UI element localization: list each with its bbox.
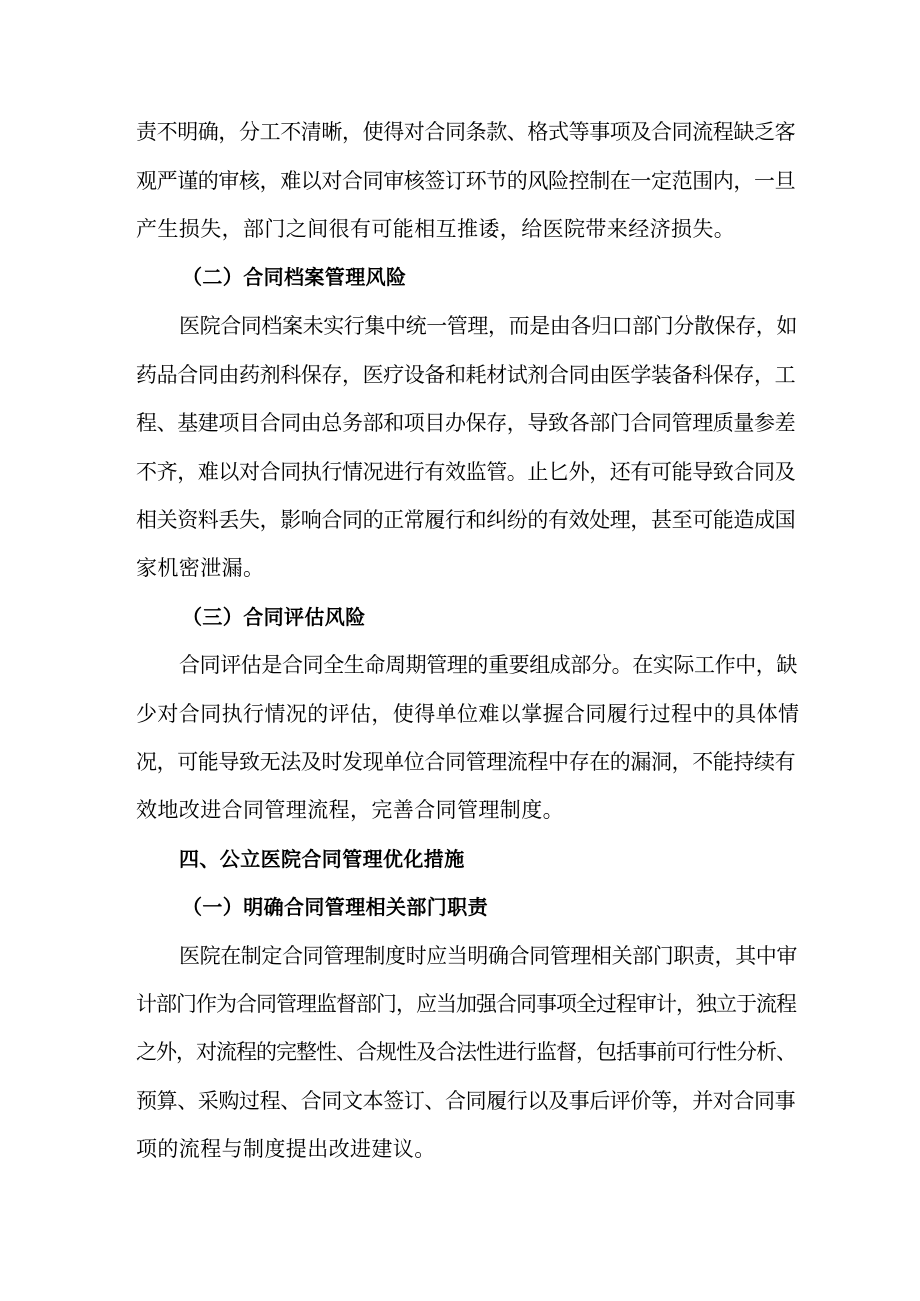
paragraph-line: 相关资料丢失，影响合同的正常履行和纠纷的有效处理，甚至可能造成国	[136, 508, 796, 532]
paragraph-line: 产生损失，部门之间很有可能相互推诿，给医院带来经济损失。	[136, 217, 736, 241]
paragraph-line: 效地改进合同管理流程，完善合同管理制度。	[136, 798, 564, 822]
paragraph-line: 观严谨的审核，难以对合同审核签订环节的风险控制在一定范围内，一旦	[136, 169, 796, 193]
section-heading: （二）合同档案管理风险	[182, 265, 407, 289]
section-heading: （三）合同评估风险	[182, 605, 366, 629]
paragraph-line: 家机密泄漏。	[136, 556, 265, 580]
paragraph-line: 之外，对流程的完整性、合规性及合法性进行监督，包括事前可行性分析、	[136, 1040, 796, 1064]
paragraph-line: 况，可能导致无法及时发现单位合同管理流程中存在的漏洞，不能持续有	[136, 750, 796, 774]
paragraph-line: 医院合同档案未实行集中统一管理，而是由各归口部门分散保存，如	[179, 314, 797, 338]
paragraph-line: 程、基建项目合同由总务部和项目办保存，导致各部门合同管理质量参差	[136, 411, 796, 435]
paragraph-line: 药品合同由药剂科保存，医疗设备和耗材试剂合同由医学装备科保存，工	[136, 363, 796, 387]
paragraph-line: 合同评估是合同全生命周期管理的重要组成部分。在实际工作中，缺	[179, 653, 797, 677]
paragraph-line: 少对合同执行情况的评估，使得单位难以掌握合同履行过程中的具体情	[136, 702, 800, 726]
paragraph-line: 预算、采购过程、合同文本签订、合同履行以及事后评价等，并对合同事	[136, 1089, 796, 1113]
paragraph-line: 责不明确，分工不清晰，使得对合同条款、格式等事项及合同流程缺乏客	[136, 120, 796, 144]
chapter-heading: 四、公立医院合同管理优化措施	[179, 847, 465, 871]
paragraph-line: 不齐，难以对合同执行情况进行有效监管。止匕外，还有可能导致合同及	[136, 460, 796, 484]
section-heading: （一）明确合同管理相关部门职责	[182, 895, 488, 919]
paragraph-line: 医院在制定合同管理制度时应当明确合同管理相关部门职责，其中审	[179, 944, 797, 968]
paragraph-line: 计部门作为合同管理监督部门，应当加强合同事项全过程审计，独立于流程	[136, 992, 796, 1016]
paragraph-line: 项的流程与制度提出改进建议。	[136, 1137, 436, 1161]
